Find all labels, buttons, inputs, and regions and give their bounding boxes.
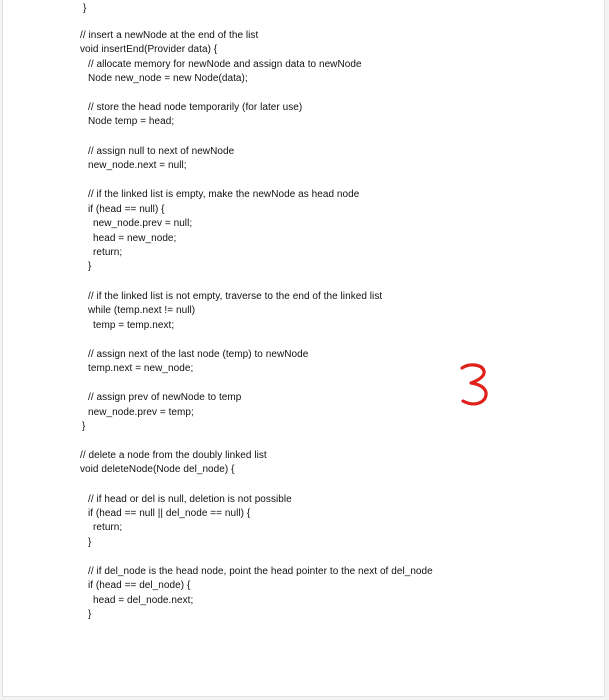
code-line: // assign next of the last node (temp) to newNode bbox=[88, 349, 309, 360]
code-line: Node new_node = new Node(data); bbox=[88, 73, 248, 84]
code-line: } bbox=[88, 537, 92, 548]
code-line: // allocate memory for newNode and assign data to newNode bbox=[88, 59, 362, 70]
code-line: if (head == del_node) { bbox=[88, 580, 191, 591]
code-line: temp.next = new_node; bbox=[88, 363, 194, 374]
code-line: // assign prev of newNode to temp bbox=[88, 392, 242, 403]
code-line: return; bbox=[93, 247, 123, 258]
code-line: // if the linked list is empty, make the newNode as head node bbox=[88, 189, 360, 200]
code-line: } bbox=[88, 609, 92, 620]
code-line: temp = temp.next; bbox=[93, 320, 175, 331]
code-listing bbox=[3, 0, 604, 696]
code-line: // if the linked list is not empty, traverse to the end of the linked list bbox=[88, 291, 383, 302]
document-page bbox=[2, 0, 605, 697]
code-line: } bbox=[88, 261, 92, 272]
code-line: while (temp.next != null) bbox=[88, 305, 196, 316]
code-line: // if head or del is null, deletion is not possible bbox=[88, 494, 292, 505]
code-line: // store the head node temporarily (for later use) bbox=[88, 102, 303, 113]
code-line: void insertEnd(Provider data) { bbox=[80, 44, 218, 55]
code-line: } bbox=[82, 421, 86, 432]
code-line: new_node.next = null; bbox=[88, 160, 187, 171]
code-line: return; bbox=[93, 522, 123, 533]
code-line: if (head == null || del_node == null) { bbox=[88, 508, 251, 519]
code-line: } bbox=[83, 3, 87, 14]
handwritten-three-mark bbox=[457, 362, 491, 408]
code-line: // delete a node from the doubly linked list bbox=[80, 450, 267, 461]
code-line: head = new_node; bbox=[93, 233, 177, 244]
code-line: Node temp = head; bbox=[88, 116, 175, 127]
code-line: head = del_node.next; bbox=[93, 595, 194, 606]
code-line: // if del_node is the head node, point the head pointer to the next of del_node bbox=[88, 566, 433, 577]
code-line: new_node.prev = temp; bbox=[88, 407, 194, 418]
code-line: void deleteNode(Node del_node) { bbox=[80, 464, 235, 475]
code-line: if (head == null) { bbox=[88, 204, 165, 215]
code-line: // insert a newNode at the end of the list bbox=[80, 30, 259, 41]
code-line: new_node.prev = null; bbox=[93, 218, 193, 229]
code-line: // assign null to next of newNode bbox=[88, 146, 235, 157]
